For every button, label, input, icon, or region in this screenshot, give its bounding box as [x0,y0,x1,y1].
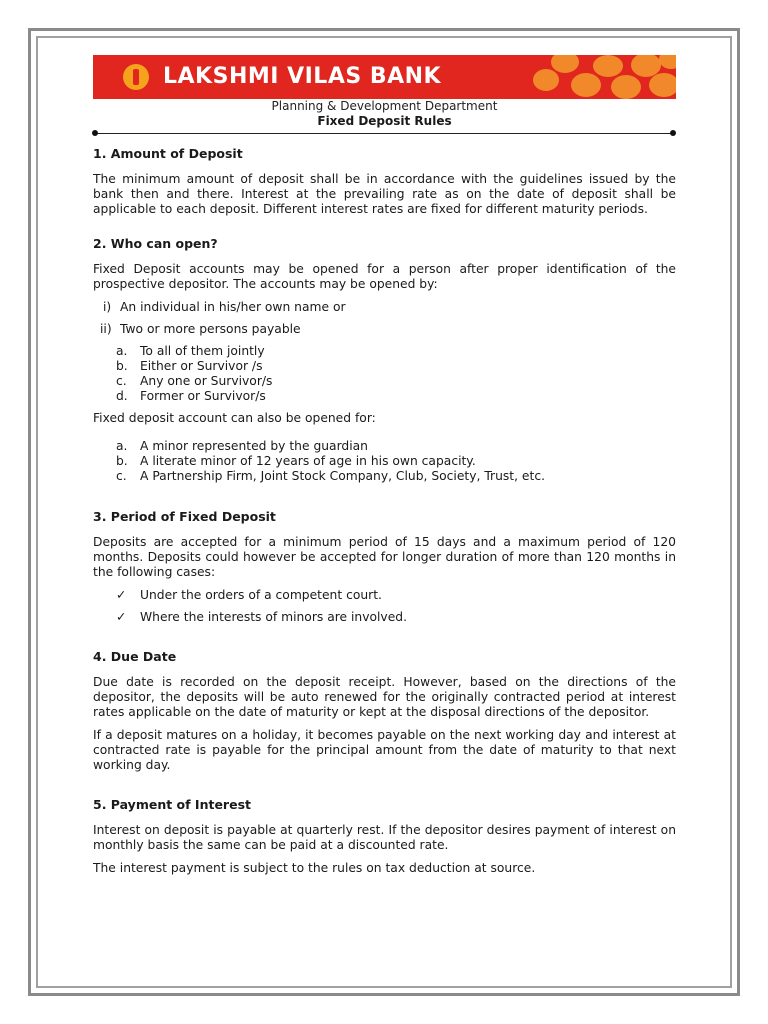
decorative-coin-icon [533,69,559,91]
paragraph: Interest on deposit is payable at quarterly rest. If the depositor desires payment of interest on monthly basis the same can be paid at a discounted rate. [93,823,676,852]
paragraph: Fixed Deposit accounts may be opened for a person after proper identification of the prospective depositor. The accounts may be opened by: [93,262,676,291]
section-heading: 2. Who can open? [93,236,218,251]
paragraph: If a deposit matures on a holiday, it becomes payable on the next working day and interest at contracted rate is payable for the principal amount from the date of maturity to that next working day. [93,728,676,772]
paragraph: Deposits are accepted for a minimum period of 15 days and a maximum period of 120 months. Deposits could however be accepted for longer duration of more than 120 months in the following cases: [93,535,676,579]
checkmark-list [93,588,676,625]
list-item: d. Former or Survivor/s [116,389,266,403]
divider-end-dot [92,130,98,136]
paragraph: Due date is recorded on the deposit receipt. However, based on the directions of the depositor, the deposits will be auto renewed for the originally contracted period at interest rates applicable on the date of maturity or kept at the disposal directions of the depositor. [93,675,676,719]
bank-name: LAKSHMI VILAS BANK [163,64,442,89]
checkmark-icon: ✓ [116,610,127,624]
decorative-coin-icon [611,75,641,99]
alpha-list [93,344,676,404]
checkmark-icon: ✓ [116,588,127,602]
section-heading: 5. Payment of Interest [93,797,251,812]
decorative-coin-icon [649,73,676,97]
list-item: ✓ Where the interests of minors are involved. [116,610,407,624]
section-heading: 4. Due Date [93,649,177,664]
bank-emblem-icon [123,64,149,90]
decorative-coin-icon [571,73,601,97]
list-item: ✓ Under the orders of a competent court. [116,588,382,602]
roman-list [93,300,676,337]
decorative-coin-icon [551,55,579,73]
list-item: c. A Partnership Firm, Joint Stock Company, Club, Society, Trust, etc. [116,469,545,483]
list-item: c. Any one or Survivor/s [116,374,273,388]
section-due-date [93,649,676,773]
decorative-coin-icon [593,55,623,77]
document-title: Fixed Deposit Rules [317,114,452,128]
section-payment-of-interest [93,797,676,876]
list-item: b. Either or Survivor /s [116,359,263,373]
bank-banner [93,55,676,99]
paragraph: Fixed deposit account can also be opened for: [93,411,376,425]
paragraph: The minimum amount of deposit shall be in accordance with the guidelines issued by the bank then and there. Interest at the prevailing rate as on the date of deposit shall be applicable to each deposit. Different interest rates are fixed for different maturity periods. [93,172,676,216]
list-item: b. A literate minor of 12 years of age in his own capacity. [116,454,476,468]
section-who-can-open [93,236,676,484]
list-item: a. To all of them jointly [116,344,265,358]
list-item: i) An individual in his/her own name or [103,300,346,314]
paragraph: The interest payment is subject to the rules on tax deduction at source. [93,861,536,875]
document-body [93,146,676,895]
divider-end-dot [670,130,676,136]
title-divider [95,133,673,134]
list-item: ii) Two or more persons payable [100,322,301,336]
section-heading: 1. Amount of Deposit [93,146,243,161]
decorative-coin-icon [659,55,676,69]
alpha-list [93,439,676,484]
department-name: Planning & Development Department [271,99,498,113]
list-item: a. A minor represented by the guardian [116,439,368,453]
section-amount-of-deposit [93,146,676,217]
section-heading: 3. Period of Fixed Deposit [93,509,276,524]
section-period-of-fixed-deposit [93,509,676,625]
